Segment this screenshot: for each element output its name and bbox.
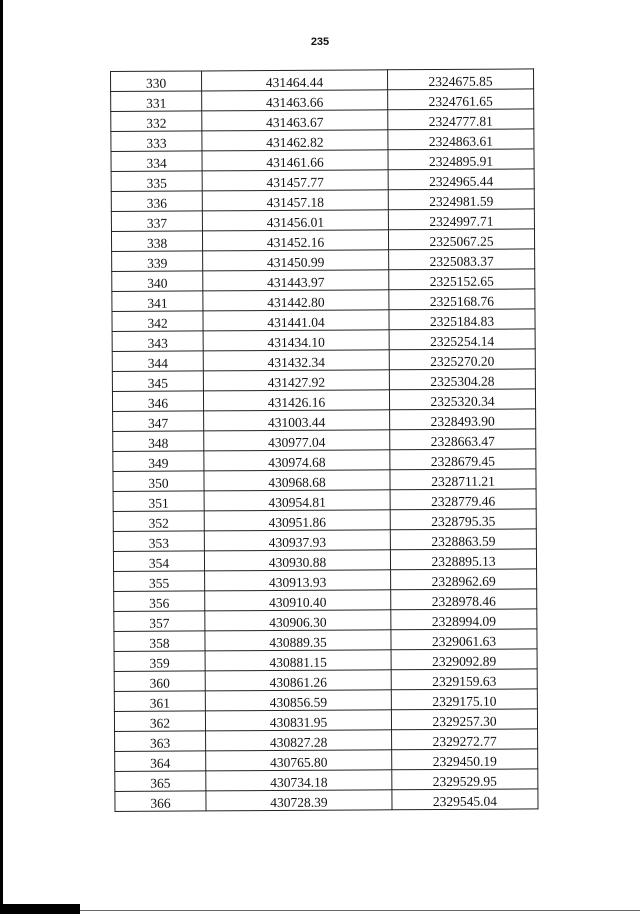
table-row bbox=[111, 189, 534, 212]
x-coordinate-cell: 430913.93 bbox=[205, 570, 391, 591]
point-number-cell: 338 bbox=[111, 231, 202, 252]
y-coordinate-cell: 2325184.83 bbox=[389, 309, 535, 330]
point-number-cell: 349 bbox=[113, 451, 204, 472]
y-coordinate-cell: 2324997.71 bbox=[388, 209, 534, 230]
point-number-cell: 336 bbox=[111, 191, 202, 212]
scan-edge-bottom bbox=[0, 904, 80, 914]
y-coordinate-cell: 2325168.76 bbox=[389, 289, 535, 310]
point-number-cell: 365 bbox=[115, 771, 206, 792]
x-coordinate-cell: 431457.77 bbox=[202, 170, 388, 191]
y-coordinate-cell: 2329175.10 bbox=[391, 689, 537, 710]
table-row bbox=[114, 589, 537, 612]
x-coordinate-cell: 431443.97 bbox=[203, 270, 389, 291]
y-coordinate-cell: 2328795.35 bbox=[390, 509, 536, 530]
table-row bbox=[114, 609, 537, 632]
point-number-cell: 352 bbox=[113, 511, 204, 532]
point-number-cell: 340 bbox=[112, 271, 203, 292]
point-number-cell: 333 bbox=[111, 131, 202, 152]
coordinates-table-wrapper bbox=[110, 68, 535, 812]
x-coordinate-cell: 431450.99 bbox=[203, 250, 389, 271]
point-number-cell: 360 bbox=[114, 671, 205, 692]
table-row bbox=[113, 489, 536, 512]
y-coordinate-cell: 2325320.34 bbox=[389, 389, 535, 410]
point-number-cell: 353 bbox=[113, 531, 204, 552]
y-coordinate-cell: 2328779.46 bbox=[390, 489, 536, 510]
table-row bbox=[114, 669, 537, 692]
table-row bbox=[112, 309, 535, 332]
table-row bbox=[112, 349, 535, 372]
table-row bbox=[113, 549, 536, 572]
table-row bbox=[115, 769, 538, 792]
table-row bbox=[113, 429, 536, 452]
y-coordinate-cell: 2329545.04 bbox=[392, 789, 538, 810]
x-coordinate-cell: 430974.68 bbox=[204, 450, 390, 471]
x-coordinate-cell: 430937.93 bbox=[204, 530, 390, 551]
x-coordinate-cell: 430906.30 bbox=[205, 610, 391, 631]
y-coordinate-cell: 2328711.21 bbox=[390, 469, 536, 490]
x-coordinate-cell: 430881.15 bbox=[205, 650, 391, 671]
y-coordinate-cell: 2328679.45 bbox=[390, 449, 536, 470]
x-coordinate-cell: 430861.26 bbox=[205, 670, 391, 691]
y-coordinate-cell: 2328493.90 bbox=[390, 409, 536, 430]
x-coordinate-cell: 430954.81 bbox=[204, 490, 390, 511]
table-row bbox=[111, 169, 534, 192]
point-number-cell: 364 bbox=[115, 751, 206, 772]
point-number-cell: 330 bbox=[111, 71, 202, 92]
x-coordinate-cell: 430856.59 bbox=[205, 690, 391, 711]
table-row bbox=[115, 749, 538, 772]
table-row bbox=[112, 289, 535, 312]
point-number-cell: 346 bbox=[112, 391, 203, 412]
point-number-cell: 359 bbox=[114, 651, 205, 672]
point-number-cell: 350 bbox=[113, 471, 204, 492]
scan-edge-left bbox=[0, 0, 3, 914]
y-coordinate-cell: 2324675.85 bbox=[387, 69, 533, 90]
y-coordinate-cell: 2325083.37 bbox=[389, 249, 535, 270]
table-row bbox=[112, 389, 535, 412]
x-coordinate-cell: 431441.04 bbox=[203, 310, 389, 331]
y-coordinate-cell: 2325254.14 bbox=[389, 329, 535, 350]
y-coordinate-cell: 2324895.91 bbox=[388, 149, 534, 170]
point-number-cell: 342 bbox=[112, 311, 203, 332]
y-coordinate-cell: 2328962.69 bbox=[391, 569, 537, 590]
x-coordinate-cell: 430831.95 bbox=[205, 710, 391, 731]
point-number-cell: 335 bbox=[111, 171, 202, 192]
point-number-cell: 344 bbox=[112, 351, 203, 372]
y-coordinate-cell: 2328978.46 bbox=[391, 589, 537, 610]
x-coordinate-cell: 430765.80 bbox=[206, 750, 392, 771]
point-number-cell: 334 bbox=[111, 151, 202, 172]
table-row bbox=[111, 209, 534, 232]
x-coordinate-cell: 430951.86 bbox=[204, 510, 390, 531]
point-number-cell: 356 bbox=[114, 591, 205, 612]
x-coordinate-cell: 431426.16 bbox=[203, 390, 389, 411]
point-number-cell: 351 bbox=[113, 491, 204, 512]
point-number-cell: 341 bbox=[112, 291, 203, 312]
y-coordinate-cell: 2329272.77 bbox=[392, 729, 538, 750]
y-coordinate-cell: 2324863.61 bbox=[388, 129, 534, 150]
point-number-cell: 332 bbox=[111, 111, 202, 132]
point-number-cell: 358 bbox=[114, 631, 205, 652]
x-coordinate-cell: 431434.10 bbox=[203, 330, 389, 351]
y-coordinate-cell: 2328863.59 bbox=[390, 529, 536, 550]
y-coordinate-cell: 2325152.65 bbox=[389, 269, 535, 290]
x-coordinate-cell: 431464.44 bbox=[202, 70, 388, 91]
coordinates-table-body bbox=[111, 69, 539, 812]
point-number-cell: 366 bbox=[115, 791, 206, 812]
table-row bbox=[113, 529, 536, 552]
table-row bbox=[115, 729, 538, 752]
y-coordinate-cell: 2329061.63 bbox=[391, 629, 537, 650]
table-row bbox=[113, 449, 536, 472]
y-coordinate-cell: 2325067.25 bbox=[388, 229, 534, 250]
y-coordinate-cell: 2329450.19 bbox=[392, 749, 538, 770]
y-coordinate-cell: 2324981.59 bbox=[388, 189, 534, 210]
x-coordinate-cell: 431003.44 bbox=[204, 410, 390, 431]
table-row bbox=[111, 69, 534, 92]
y-coordinate-cell: 2329159.63 bbox=[391, 669, 537, 690]
table-row bbox=[114, 569, 537, 592]
point-number-cell: 357 bbox=[114, 611, 205, 632]
x-coordinate-cell: 431461.66 bbox=[202, 150, 388, 171]
table-row bbox=[112, 249, 535, 272]
table-row bbox=[114, 709, 537, 732]
x-coordinate-cell: 431432.34 bbox=[203, 350, 389, 371]
point-number-cell: 337 bbox=[111, 211, 202, 232]
table-row bbox=[113, 469, 536, 492]
x-coordinate-cell: 430968.68 bbox=[204, 470, 390, 491]
point-number-cell: 348 bbox=[113, 431, 204, 452]
point-number-cell: 363 bbox=[115, 731, 206, 752]
point-number-cell: 347 bbox=[113, 411, 204, 432]
table-row bbox=[114, 689, 537, 712]
x-coordinate-cell: 430889.35 bbox=[205, 630, 391, 651]
x-coordinate-cell: 430827.28 bbox=[206, 730, 392, 751]
coordinates-table bbox=[110, 68, 539, 812]
x-coordinate-cell: 430977.04 bbox=[204, 430, 390, 451]
point-number-cell: 355 bbox=[114, 571, 205, 592]
x-coordinate-cell: 431463.66 bbox=[202, 90, 388, 111]
table-row bbox=[114, 629, 537, 652]
x-coordinate-cell: 430728.39 bbox=[206, 790, 392, 811]
point-number-cell: 361 bbox=[114, 691, 205, 712]
point-number-cell: 354 bbox=[113, 551, 204, 572]
y-coordinate-cell: 2324965.44 bbox=[388, 169, 534, 190]
point-number-cell: 339 bbox=[112, 251, 203, 272]
y-coordinate-cell: 2324761.65 bbox=[388, 89, 534, 110]
y-coordinate-cell: 2328895.13 bbox=[390, 549, 536, 570]
y-coordinate-cell: 2328663.47 bbox=[390, 429, 536, 450]
y-coordinate-cell: 2329257.30 bbox=[391, 709, 537, 730]
point-number-cell: 345 bbox=[112, 371, 203, 392]
x-coordinate-cell: 431457.18 bbox=[202, 190, 388, 211]
x-coordinate-cell: 430734.18 bbox=[206, 770, 392, 791]
table-row bbox=[111, 109, 534, 132]
x-coordinate-cell: 431456.01 bbox=[202, 210, 388, 231]
point-number-cell: 362 bbox=[114, 711, 205, 732]
table-row bbox=[112, 329, 535, 352]
table-row bbox=[112, 269, 535, 292]
table-row bbox=[113, 409, 536, 432]
x-coordinate-cell: 431442.80 bbox=[203, 290, 389, 311]
table-row bbox=[111, 129, 534, 152]
point-number-cell: 331 bbox=[111, 91, 202, 112]
point-number-cell: 343 bbox=[112, 331, 203, 352]
y-coordinate-cell: 2329529.95 bbox=[392, 769, 538, 790]
y-coordinate-cell: 2325304.28 bbox=[389, 369, 535, 390]
table-row bbox=[111, 229, 534, 252]
x-coordinate-cell: 431463.67 bbox=[202, 110, 388, 131]
x-coordinate-cell: 431452.16 bbox=[202, 230, 388, 251]
table-row bbox=[111, 89, 534, 112]
table-row bbox=[111, 149, 534, 172]
x-coordinate-cell: 431462.82 bbox=[202, 130, 388, 151]
table-row bbox=[112, 369, 535, 392]
x-coordinate-cell: 430930.88 bbox=[204, 550, 390, 571]
y-coordinate-cell: 2328994.09 bbox=[391, 609, 537, 630]
x-coordinate-cell: 431427.92 bbox=[203, 370, 389, 391]
table-row bbox=[115, 789, 538, 812]
x-coordinate-cell: 430910.40 bbox=[205, 590, 391, 611]
y-coordinate-cell: 2324777.81 bbox=[388, 109, 534, 130]
scan-edge-line bbox=[80, 910, 640, 911]
y-coordinate-cell: 2325270.20 bbox=[389, 349, 535, 370]
table-row bbox=[113, 509, 536, 532]
page-number: 235 bbox=[310, 36, 330, 48]
y-coordinate-cell: 2329092.89 bbox=[391, 649, 537, 670]
table-row bbox=[114, 649, 537, 672]
